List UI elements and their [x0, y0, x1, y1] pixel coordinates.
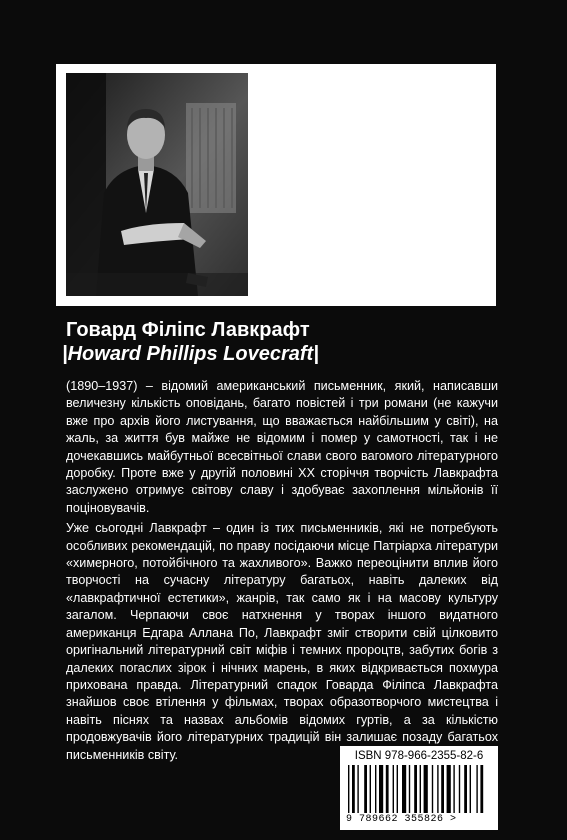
barcode-bar: [348, 765, 349, 813]
barcode-bar: [453, 765, 454, 813]
photo-side-panel: [248, 73, 496, 296]
barcode-bar: [397, 765, 398, 813]
author-latin-name: |Howard Phillips Lovecraft|: [62, 343, 319, 365]
barcode-bar: [432, 765, 433, 813]
barcode-bar: [470, 765, 471, 813]
author-biography: [66, 378, 498, 764]
barcode-bar: [364, 765, 367, 813]
barcode-bar: [352, 765, 355, 813]
barcode-bar: [379, 765, 383, 813]
barcode-bar: [370, 765, 371, 813]
barcode-bar: [409, 765, 410, 813]
author-name: Говард Філіпс Лавкрафт: [66, 319, 310, 341]
bio-paragraph: Уже сьогодні Лавкрафт – один із тих письменників, які не потребують особливих рекомендацій, по праву посідаючи місце Патріарха літератури «химерного, потойбічного та жахливого». Важко переоцінити вплив його творчості на сучасну літературу багатьох, навіть далеких від «лавкрафтичної естетики», жанрів, так само як і на масову культуру загалом. Черпаючи своє натхнення у творах іншого видатного американця Едгара Аллана По, Лавкрафт зміг створити свій цілковито оригінальний літературний світ міфів і темних пророцтв, забутих богів з далеких погаслих зірок і нічних марень, в яких відкривається похмура прихована правда. Літературний спадок Говарда Філіпса Лавкрафта знайшов своє втілення у фільмах, творах образотворчого мистецтва і навіть піснях та назвах альбомів відомих гуртів, а за кількістю продовжувачів його літературних традицій він залишає позаду багатьох письменників світу.: [66, 521, 498, 762]
barcode-bar: [357, 765, 358, 813]
barcode-bar: [464, 765, 467, 813]
author-photo: [66, 73, 248, 296]
isbn-number: ISBN 978-966-2355-82-6: [354, 750, 484, 762]
barcode-bar: [441, 765, 444, 813]
barcode-bar: [424, 765, 428, 813]
barcode-digits: 9 789662 355826 >: [346, 814, 457, 825]
barcode-bar: [393, 765, 394, 813]
barcode-bar: [447, 765, 451, 813]
barcode-bar: [437, 765, 438, 813]
barcode-bar: [414, 765, 417, 813]
barcode-bar: [402, 765, 406, 813]
barcode-bar: [375, 765, 376, 813]
barcode-bar: [476, 765, 477, 813]
barcode-bars: [348, 765, 494, 815]
barcode-bar: [459, 765, 460, 813]
barcode-bar: [386, 765, 389, 813]
author-portrait-image: [66, 73, 248, 296]
barcode-bar: [420, 765, 421, 813]
bio-paragraph: (1890–1937) – відомий американський письменник, який, написавши величезну кількість оповідань, багато повістей і три романи (не кажучи вже про архів його листування, що вважається найбільшим у світі), на жаль, за життя був майже не відомим і помер у самотності, так і не дочекавшись майбутньої всесвітньої слави свого вагомого літературного доробку. Проте вже у другій половині XX сторіччя творчість Лавкрафта заслужено отримує світову славу і здобуває захоплення мільйонів її поціновувачів.: [66, 379, 498, 515]
barcode-bar: [480, 765, 483, 813]
